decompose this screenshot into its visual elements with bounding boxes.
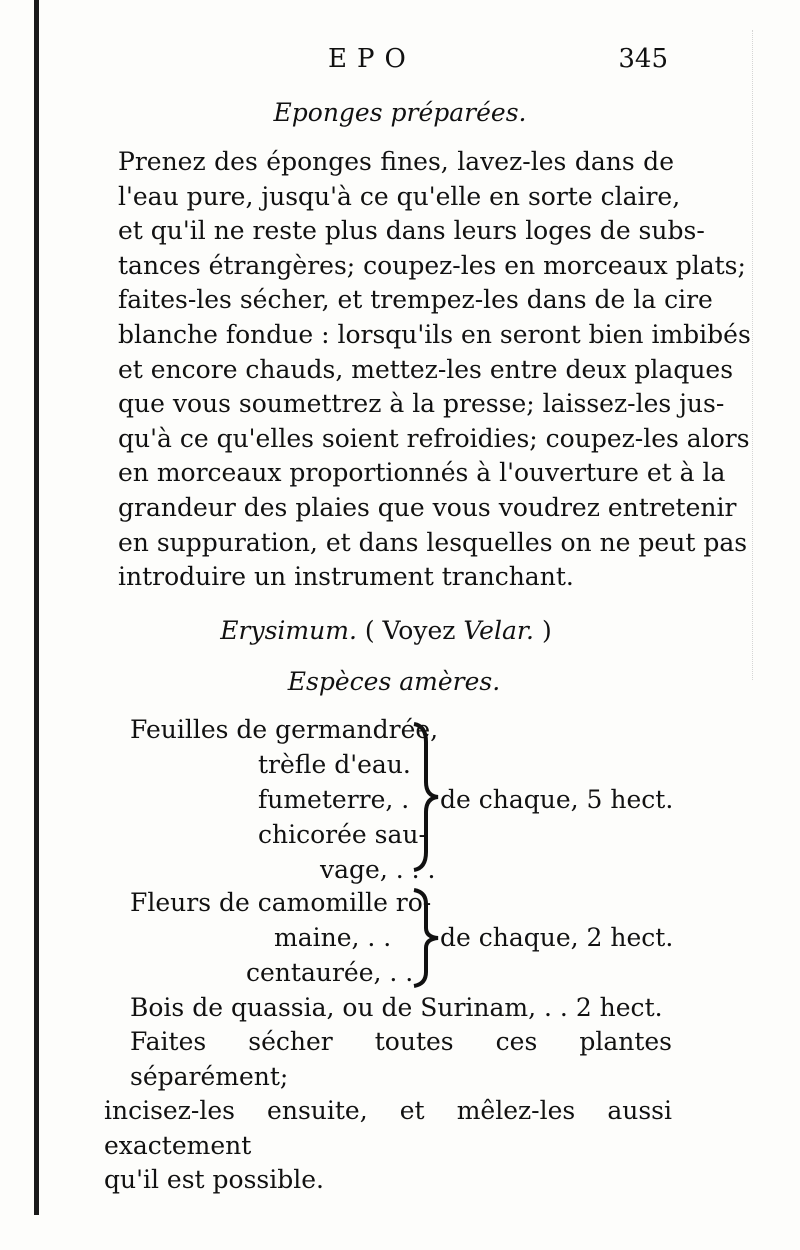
ingredient-line-quassia: Bois de quassia, ou de Surinam, . . 2 hect. (130, 993, 663, 1022)
text-line: Prenez des éponges fines, lavez-les dans de (118, 147, 674, 176)
section-title-especes: Espèces amères. (287, 667, 501, 696)
page-edge-rule (34, 0, 39, 1215)
section-title-eponges: Eponges préparées. (273, 98, 527, 127)
ingredient-line: fumeterre, . (258, 785, 410, 814)
ingredient-line: maine, . . (274, 923, 392, 952)
erysimum-close: ) (534, 616, 552, 645)
text-line: en morceaux proportionnés à l'ouverture et à la (118, 458, 726, 488)
ingredient-line: trèfle d'eau. (258, 750, 411, 779)
text-line: tances étrangères; coupez-les en morceaux plats; (118, 250, 746, 280)
erysimum-see: ( Voyez (356, 616, 464, 645)
text-line: en suppuration, et dans lesquelles on ne peut pas (118, 527, 748, 557)
text-line: qu'il est possible. (104, 1165, 324, 1195)
curly-brace-icon (410, 722, 440, 872)
text-line: faites-les sécher, et trempez-les dans de la cire (118, 285, 713, 315)
text-line: grandeur des plaies que vous voudrez entretenir (118, 492, 737, 522)
ingredient-line: Feuilles de germandrée, (130, 715, 439, 744)
text-line: Faites sécher toutes ces plantes séparément; (130, 1027, 672, 1091)
ingredient-line: vage, . . . (320, 855, 436, 884)
text-line: blanche fondue : lorsqu'ils en seront bien imbibés (118, 319, 751, 349)
text-line: incisez-les ensuite, et mêlez-les aussi exactement (104, 1096, 672, 1160)
quantity-label: de chaque, 2 hect. (440, 923, 674, 952)
running-head: EPO (328, 44, 416, 74)
paragraph-instructions (104, 1025, 672, 1198)
quantity-label: de chaque, 5 hect. (440, 785, 674, 814)
paragraph-eponges (118, 145, 751, 595)
ingredient-line: Fleurs de camomille ro- (130, 888, 432, 917)
text-line: l'eau pure, jusqu'à ce qu'elle en sorte claire, (118, 181, 681, 211)
erysimum-term: Erysimum. (220, 616, 357, 645)
text-line: et qu'il ne reste plus dans leurs loges de subs- (118, 216, 705, 246)
text-line: et encore chauds, mettez-les entre deux plaques (118, 354, 734, 384)
ingredient-line: chicorée sau- (258, 820, 427, 849)
page-number: 345 (618, 44, 668, 74)
text-line: introduire un instrument tranchant. (118, 562, 574, 592)
running-header (100, 44, 680, 84)
section-title-erysimum (0, 616, 786, 645)
margin-marks (752, 30, 775, 680)
text-line: que vous soumettrez à la presse; laissez-les jus- (118, 389, 725, 419)
curly-brace-icon (410, 888, 440, 988)
text-line: qu'à ce qu'elles soient refroidies; coupez-les alors (118, 423, 750, 453)
erysimum-ref: Velar. (463, 616, 534, 645)
ingredient-line: centaurée, . . (246, 958, 414, 987)
